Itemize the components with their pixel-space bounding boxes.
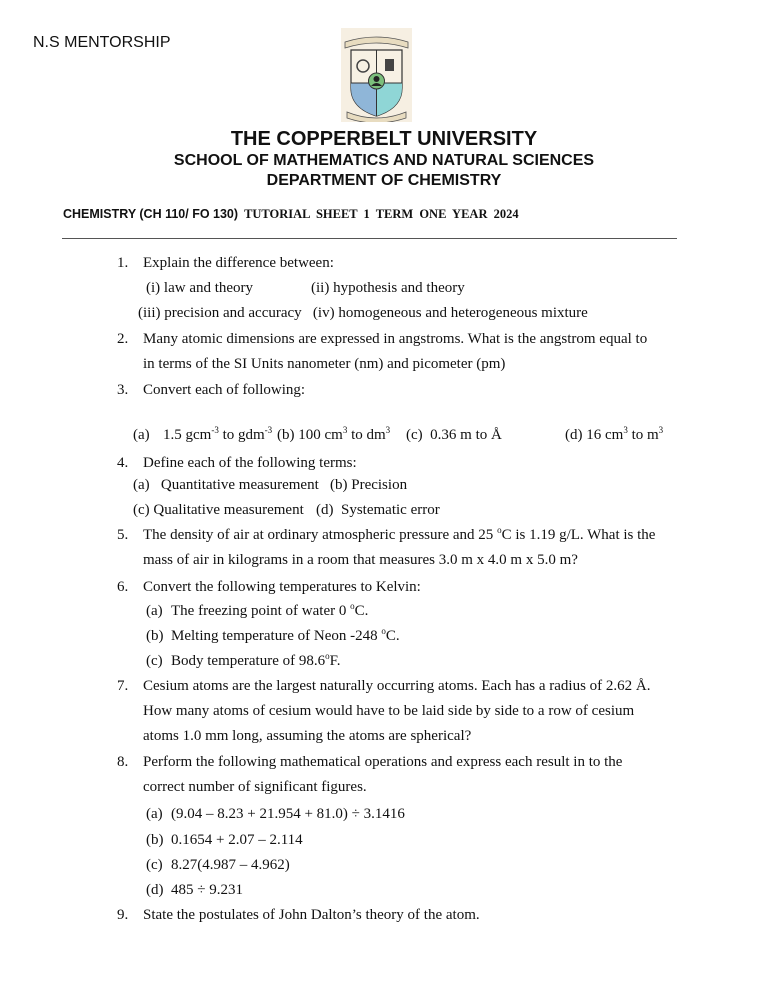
sub-item-a: 1.5 gcm$^{-3}$ to gdm$^{-3}$ bbox=[163, 425, 273, 443]
question-number: 5. bbox=[117, 527, 129, 543]
question-number: 4. bbox=[117, 455, 129, 471]
question-number: 9. bbox=[117, 907, 129, 923]
sub-item-expression: 0.1654 + 2.07 – 2.114 bbox=[171, 832, 303, 848]
question-text: Explain the difference between: bbox=[143, 255, 334, 271]
sub-item-c: (c) Qualitative measurement bbox=[133, 502, 304, 518]
question-text-cont: How many atoms of cesium would have to be laid side by side to a row of cesium bbox=[143, 703, 635, 719]
question-text: Cesium atoms are the largest naturally occurring atoms. Each has a radius of 2.62 Å. bbox=[143, 678, 651, 694]
question-text: The density of air at ordinary atmospheric pressure and 25 $^o$C is 1.19 g/L. What is the bbox=[143, 525, 656, 543]
question-text-cont: correct number of significant figures. bbox=[143, 779, 367, 795]
sub-item-c: Body temperature of 98.6$^o$F. bbox=[171, 651, 341, 669]
question-text: Define each of the following terms: bbox=[143, 455, 357, 471]
sub-item-b: Melting temperature of Neon -248 $^o$C. bbox=[171, 626, 400, 644]
sub-item-b: (b) 100 $cm^3$ to $dm^3$ bbox=[277, 425, 391, 443]
question-number: 2. bbox=[117, 331, 129, 347]
question-text: Convert the following temperatures to Kelvin: bbox=[143, 579, 421, 595]
course-line bbox=[63, 207, 519, 222]
course-code: CHEMISTRY (CH 110/ FO 130) bbox=[63, 207, 239, 221]
school-title: SCHOOL OF MATHEMATICS AND NATURAL SCIENCES bbox=[173, 152, 595, 169]
question-number: 3. bbox=[117, 382, 129, 398]
question-text-cont: atoms 1.0 mm long, assuming the atoms are spherical? bbox=[143, 728, 472, 744]
question-text: Convert each of following: bbox=[143, 382, 306, 398]
sub-item-a-label: (a) bbox=[146, 603, 163, 619]
question-number: 1. bbox=[117, 255, 129, 271]
brand-label: N.S MENTORSHIP bbox=[33, 34, 171, 51]
sub-item-ii: (ii) hypothesis and theory bbox=[311, 280, 465, 296]
sub-item-b: (b) Precision bbox=[330, 477, 408, 493]
sub-item-label: (c) bbox=[146, 857, 163, 873]
sub-item-c: (c) 0.36 m to Å bbox=[406, 427, 502, 443]
question-text: Many atomic dimensions are expressed in angstroms. What is the angstrom equal to bbox=[143, 331, 648, 347]
sub-item-label: (d) bbox=[146, 882, 164, 898]
sub-item-expression: 485 ÷ 9.231 bbox=[171, 882, 243, 898]
sub-item-iii-iv: (iii) precision and accuracy (iv) homogeneous and heterogeneous mixture bbox=[138, 305, 588, 321]
question-text-cont: mass of air in kilograms in a room that measures 3.0 m x 4.0 m x 5.0 m? bbox=[143, 552, 578, 568]
question-text: State the postulates of John Dalton’s theory of the atom. bbox=[143, 907, 480, 923]
question-number: 8. bbox=[117, 754, 129, 770]
header-divider bbox=[62, 238, 677, 239]
sub-item-a: The freezing point of water 0 $^o$C. bbox=[171, 601, 369, 619]
question-text: Perform the following mathematical operations and express each result in to the bbox=[143, 754, 623, 770]
question-number: 6. bbox=[117, 579, 129, 595]
sheet-info: TUTORIAL SHEET 1 TERM ONE YEAR 2024 bbox=[244, 207, 519, 221]
sub-item-d: (d) Systematic error bbox=[316, 502, 440, 518]
sub-item-a-label: (a) bbox=[133, 427, 150, 443]
sub-item-label: (a) bbox=[146, 806, 163, 822]
sub-item-b-label: (b) bbox=[146, 628, 164, 644]
sub-item-expression: 8.27(4.987 – 4.962) bbox=[171, 857, 290, 873]
question-number: 7. bbox=[117, 678, 129, 694]
sub-item-d: (d) 16 $cm^3$ to $m^3$ bbox=[565, 425, 664, 443]
department-title: DEPARTMENT OF CHEMISTRY bbox=[266, 172, 502, 189]
university-title: THE COPPERBELT UNIVERSITY bbox=[230, 128, 538, 150]
university-crest-logo bbox=[341, 28, 412, 122]
question-text-cont: in terms of the SI Units nanometer (nm) and picometer (pm) bbox=[143, 356, 506, 372]
sub-item-label: (b) bbox=[146, 832, 164, 848]
sub-item-i: (i) law and theory bbox=[146, 280, 254, 296]
sub-item-a: (a) Quantitative measurement bbox=[133, 477, 319, 493]
sub-item-c-label: (c) bbox=[146, 653, 163, 669]
sub-item-expression: (9.04 – 8.23 + 21.954 + 81.0) ÷ 3.1416 bbox=[171, 806, 405, 822]
